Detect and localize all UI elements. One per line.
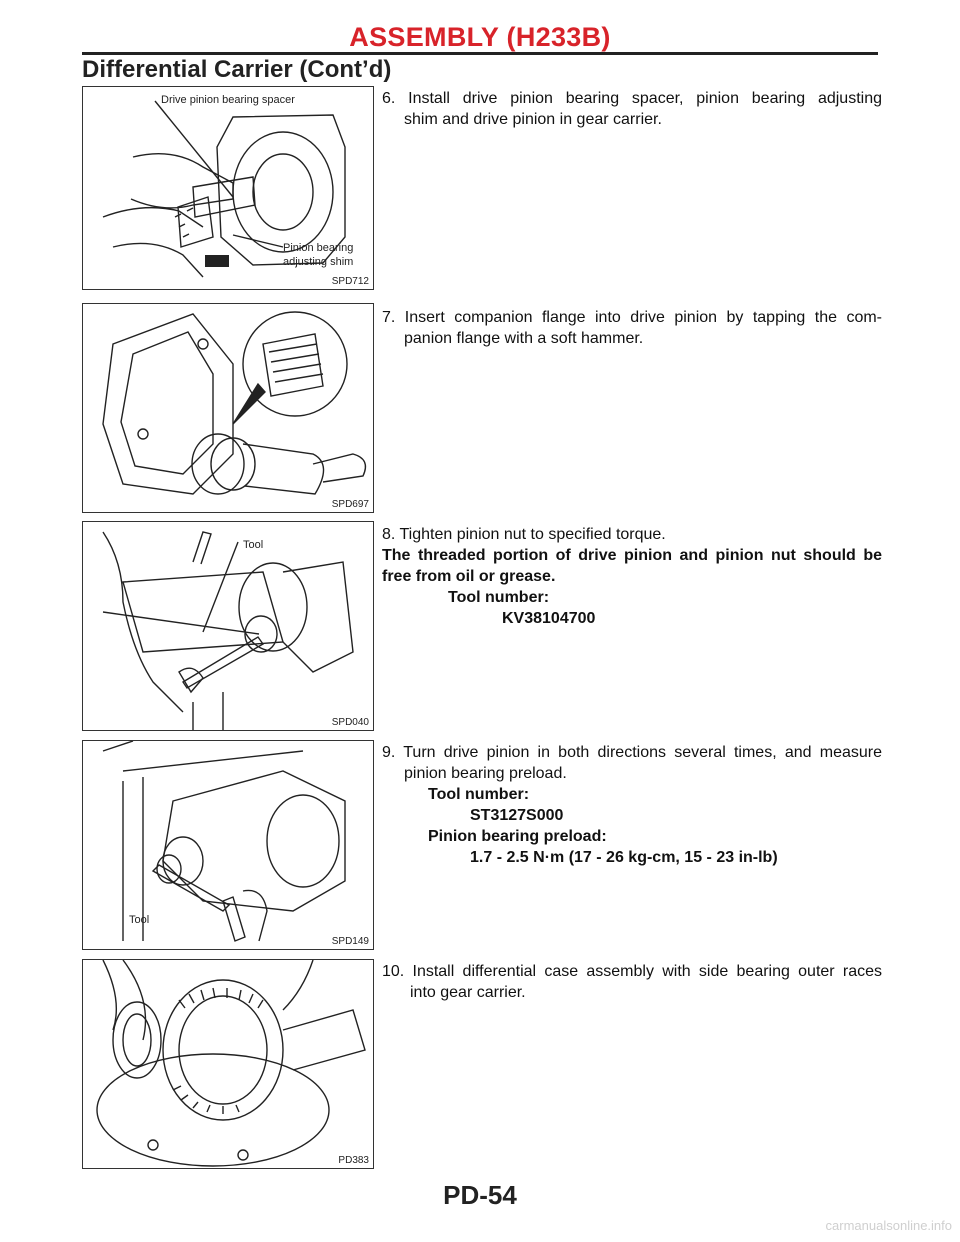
step-8-text: 8. Tighten pinion nut to specified torque. — [382, 526, 666, 543]
watermark: carmanualsonline.info — [825, 1218, 952, 1233]
step-8 — [382, 524, 882, 629]
figure-spd697-drawing — [83, 304, 374, 513]
step-6-text: 6. Install drive pinion bearing spacer, pinion bearing adjusting — [382, 90, 882, 107]
figure-label-tool: Tool — [129, 914, 150, 926]
step-8-tool-label: Tool number: — [448, 589, 550, 606]
step-10 — [382, 961, 882, 1003]
step-9-tool-label: Tool number: — [428, 786, 530, 803]
page-header-title: ASSEMBLY (H233B) — [349, 22, 611, 52]
figure-spd149 — [82, 740, 374, 950]
step-8-note-2: free from oil or grease. — [382, 568, 556, 585]
figure-code: SPD697 — [331, 499, 369, 510]
figure-spd040-drawing — [83, 522, 374, 731]
page-number: PD-54 — [443, 1180, 517, 1210]
section-title: Differential Carrier (Cont’d) — [82, 56, 392, 83]
figure-label-shim-1: Pinion bearing — [283, 242, 354, 254]
figure-spd712 — [82, 86, 374, 290]
figure-label-spacer: Drive pinion bearing spacer — [161, 94, 295, 106]
step-9-text: 9. Turn drive pinion in both directions several times, and measure — [382, 744, 882, 761]
step-7-text-cont: panion flange with a soft hammer. — [404, 330, 644, 347]
figure-code: SPD712 — [331, 276, 369, 287]
figure-label-tool: Tool — [243, 539, 264, 551]
figure-spd712-drawing — [83, 87, 374, 290]
step-9-text-cont: pinion bearing preload. — [404, 765, 567, 782]
figure-code: SPD149 — [331, 936, 369, 947]
step-8-note-1: The threaded portion of drive pinion and pinion nut should be — [382, 547, 882, 564]
step-10-text: 10. Install differential case assembly with side bearing outer races — [382, 963, 882, 980]
step-9 — [382, 742, 882, 868]
figure-label-shim-2: adjusting shim — [283, 256, 354, 268]
figure-spd040 — [82, 521, 374, 731]
step-6-text-cont: shim and drive pinion in gear carrier. — [404, 111, 662, 128]
step-9-tool-number: ST3127S000 — [470, 807, 564, 824]
step-7 — [382, 307, 882, 349]
step-7-text: 7. Insert companion flange into drive pinion by tapping the com- — [382, 309, 882, 326]
step-8-tool-number: KV38104700 — [502, 610, 596, 627]
figure-code: PD383 — [338, 1155, 369, 1166]
figure-pd383-drawing — [83, 960, 374, 1169]
figure-spd149-drawing — [83, 741, 374, 950]
step-10-text-cont: into gear carrier. — [410, 984, 526, 1001]
figure-pd383 — [82, 959, 374, 1169]
header-rule — [82, 52, 878, 55]
step-9-preload-value: 1.7 - 2.5 N·m (17 - 26 kg-cm, 15 - 23 in-lb) — [470, 849, 778, 866]
figure-spd697 — [82, 303, 374, 513]
step-9-preload-label: Pinion bearing preload: — [428, 828, 607, 845]
figure-code: SPD040 — [331, 717, 369, 728]
step-6 — [382, 88, 882, 130]
